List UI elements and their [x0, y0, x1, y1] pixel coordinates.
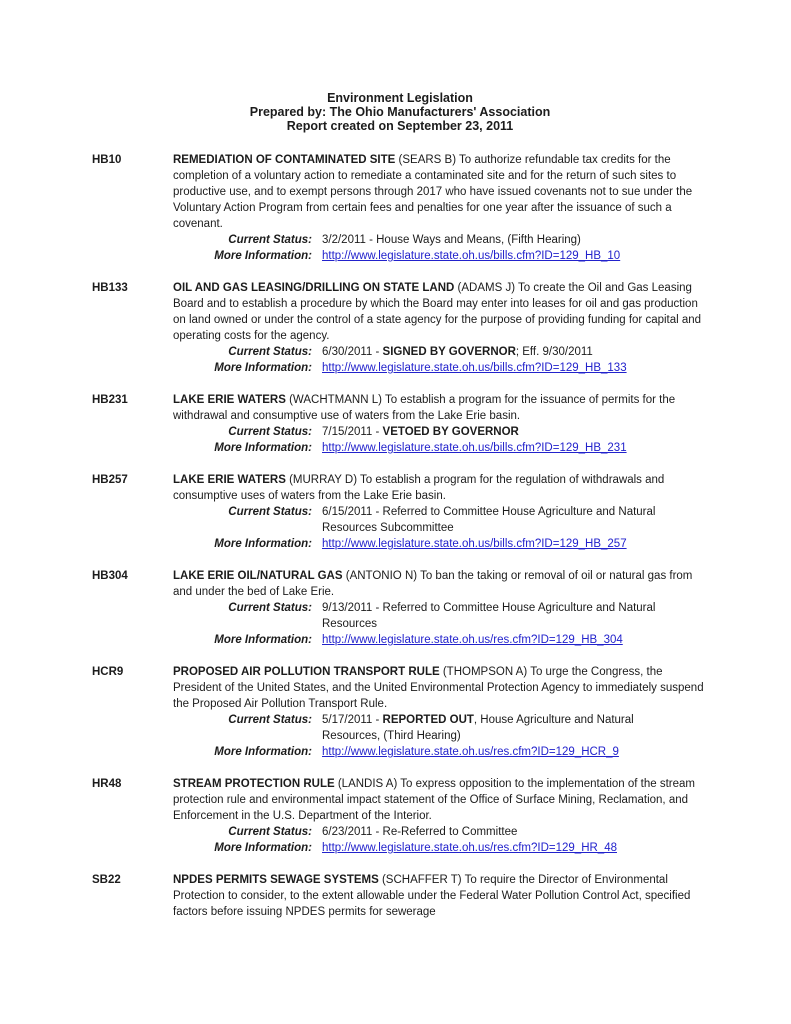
- bill-description: [173, 776, 708, 824]
- current-status-label: Current Status:: [228, 234, 312, 246]
- current-status-label: Current Status:: [228, 826, 312, 838]
- current-status-label: Current Status:: [228, 602, 312, 614]
- more-information-label: More Information:: [214, 538, 312, 550]
- more-information-link[interactable]: http://www.legislature.state.oh.us/bills.cfm?ID=129_HB_257: [322, 538, 627, 550]
- more-information-row: [173, 840, 708, 856]
- more-information-link[interactable]: http://www.legislature.state.oh.us/res.cfm?ID=129_HB_304: [322, 634, 623, 646]
- more-information-row: [173, 632, 708, 648]
- bill-section-hcr9: [92, 664, 708, 760]
- bill-description-text: To ban the taking or removal of oil or natural gas from and under the bed of Lake Erie.: [173, 570, 693, 598]
- more-information-row: [173, 440, 708, 456]
- doc-title: Environment Legislation: [327, 91, 473, 105]
- current-status-row: [173, 824, 708, 840]
- bill-section-hb257: [92, 472, 708, 552]
- bill-section-sb22: [92, 872, 708, 920]
- bill-id: HCR9: [92, 666, 124, 678]
- more-information-link[interactable]: http://www.legislature.state.oh.us/bills.cfm?ID=129_HB_10: [322, 250, 621, 262]
- current-status-label: Current Status:: [228, 426, 312, 438]
- doc-prepared-by: Prepared by: The Ohio Manufacturers' Association: [249, 105, 551, 119]
- current-status-value: 9/13/2011 - Referred to Committee House Agriculture and Natural Resources: [322, 602, 656, 630]
- bill-title: NPDES PERMITS SEWAGE SYSTEMS: [173, 874, 379, 886]
- more-information-link[interactable]: http://www.legislature.state.oh.us/res.cfm?ID=129_HCR_9: [322, 746, 619, 758]
- bill-title: LAKE ERIE WATERS: [173, 474, 286, 486]
- bill-description: [173, 472, 708, 504]
- bill-title: LAKE ERIE OIL/NATURAL GAS: [173, 570, 343, 582]
- more-information-label: More Information:: [214, 746, 312, 758]
- bill-description-text: To require the Director of Environmental Protection to consider, to the extent allowable under the Federal Water Pollution Control Act, specified factors before issuing NPDES permits for sewerage: [173, 874, 691, 918]
- bill-description-text: To urge the Congress, the President of the United States, and the United Environmental Protection Agency to immediately suspend the Proposed Air Pollution Transport Rule.: [173, 666, 704, 710]
- more-information-link[interactable]: http://www.legislature.state.oh.us/res.cfm?ID=129_HR_48: [322, 842, 617, 854]
- bill-title: OIL AND GAS LEASING/DRILLING ON STATE LAND: [173, 282, 455, 294]
- document-header: [92, 91, 708, 133]
- bill-description: [173, 392, 708, 424]
- bill-section-hb10: [92, 152, 708, 264]
- more-information-row: [173, 536, 708, 552]
- more-information-label: More Information:: [214, 842, 312, 854]
- current-status-value: 6/23/2011 - Re-Referred to Committee: [322, 826, 518, 838]
- more-information-label: More Information:: [214, 634, 312, 646]
- more-information-link[interactable]: http://www.legislature.state.oh.us/bills.cfm?ID=129_HB_231: [322, 442, 627, 454]
- bill-section-hb304: [92, 568, 708, 648]
- bill-description-text: To establish a program for the issuance of permits for the withdrawal and consumptive use of waters from the Lake Erie basin.: [173, 394, 676, 422]
- current-status-row: [173, 424, 708, 440]
- bill-sponsor: (SCHAFFER T): [381, 874, 462, 886]
- current-status-value: 6/15/2011 - Referred to Committee House Agriculture and Natural Resources Subcommittee: [322, 506, 656, 534]
- bill-title: REMEDIATION OF CONTAMINATED SITE: [173, 154, 396, 166]
- more-information-row: [173, 744, 708, 760]
- bill-id: SB22: [92, 874, 121, 886]
- bill-sponsor: (MURRAY D): [289, 474, 358, 486]
- current-status-row: [173, 232, 708, 248]
- bill-description: [173, 664, 708, 712]
- bill-section-hr48: [92, 776, 708, 856]
- bill-description-text: To create the Oil and Gas Leasing Board and to establish a procedure by which the Board may enter into leases for oil and gas production on land owned or under the control of a state agency for the purpose of providing funding for capital and operating costs for the agency.: [173, 282, 702, 342]
- bill-sponsor: (THOMPSON A): [442, 666, 528, 678]
- bill-id: HB257: [92, 474, 128, 486]
- bill-description: [173, 280, 708, 344]
- bill-id: HB10: [92, 154, 122, 166]
- current-status-row: [173, 504, 708, 536]
- bill-description-text: To authorize refundable tax credits for the completion of a voluntary action to remediate a contaminated site and for the return of such sites to productive use, and to exempt persons through 2017 who have issued covenants not to sue under the Voluntary Action Program from certain fees and penalties for one year after the issuance of such a covenant.: [173, 154, 693, 230]
- bill-description: [173, 568, 708, 600]
- bill-sponsor: (WACHTMANN L): [289, 394, 382, 406]
- current-status-value: 7/15/2011 - VETOED BY GOVERNOR: [322, 426, 519, 438]
- current-status-label: Current Status:: [228, 714, 312, 726]
- more-information-link[interactable]: http://www.legislature.state.oh.us/bills.cfm?ID=129_HB_133: [322, 362, 627, 374]
- current-status-row: [173, 712, 708, 744]
- current-status-value: 3/2/2011 - House Ways and Means, (Fifth Hearing): [322, 234, 581, 246]
- bill-sponsor: (ADAMS J): [457, 282, 516, 294]
- doc-report-date: Report created on September 23, 2011: [286, 119, 514, 133]
- bill-description: [173, 152, 708, 232]
- current-status-value: 6/30/2011 - SIGNED BY GOVERNOR; Eff. 9/30/2011: [322, 346, 593, 358]
- current-status-row: [173, 344, 708, 360]
- more-information-row: [173, 248, 708, 264]
- bill-description: [173, 872, 708, 920]
- bill-title: PROPOSED AIR POLLUTION TRANSPORT RULE: [173, 666, 440, 678]
- current-status-label: Current Status:: [228, 346, 312, 358]
- bill-sponsor: (ANTONIO N): [345, 570, 418, 582]
- more-information-label: More Information:: [214, 362, 312, 374]
- bill-title: LAKE ERIE WATERS: [173, 394, 286, 406]
- more-information-row: [173, 360, 708, 376]
- bill-id: HB231: [92, 394, 128, 406]
- bill-id: HR48: [92, 778, 122, 790]
- bill-section-hb133: [92, 280, 708, 376]
- bill-id: HB133: [92, 282, 128, 294]
- bill-section-hb231: [92, 392, 708, 456]
- bill-sponsor: (LANDIS A): [337, 778, 398, 790]
- current-status-value: 5/17/2011 - REPORTED OUT, House Agriculture and Natural Resources, (Third Hearing): [322, 714, 634, 742]
- current-status-row: [173, 600, 708, 632]
- bill-description-text: To express opposition to the implementation of the stream protection rule and environmental impact statement of the Office of Surface Mining, Reclamation, and Enforcement in the U.S. Department of the Interior.: [173, 778, 695, 822]
- bill-title: STREAM PROTECTION RULE: [173, 778, 335, 790]
- more-information-label: More Information:: [214, 250, 312, 262]
- more-information-label: More Information:: [214, 442, 312, 454]
- bill-description-text: To establish a program for the regulation of withdrawals and consumptive uses of waters from the Lake Erie basin.: [173, 474, 665, 502]
- bill-sponsor: (SEARS B): [398, 154, 457, 166]
- bill-id: HB304: [92, 570, 128, 582]
- current-status-label: Current Status:: [228, 506, 312, 518]
